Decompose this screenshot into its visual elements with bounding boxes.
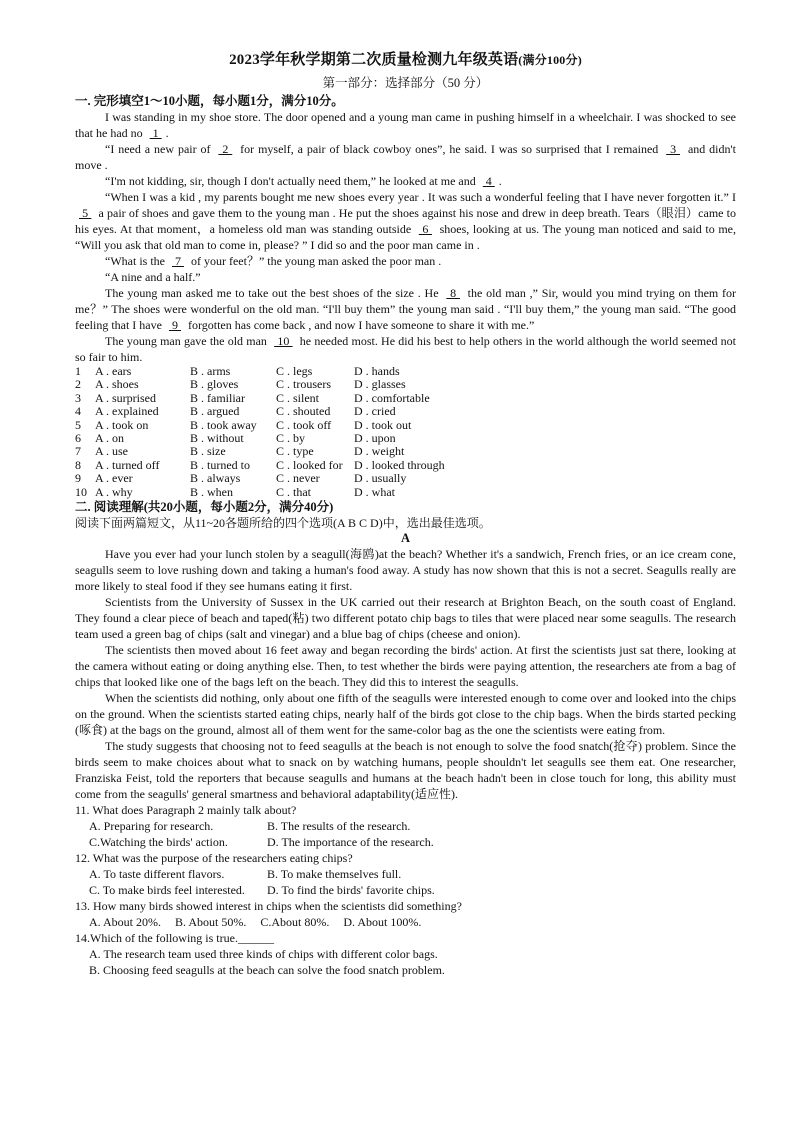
cloze-paragraph [75,253,736,269]
option-row [75,365,736,378]
choice: B. To make themselves full. [267,867,402,882]
blank-7: 7 [171,254,184,268]
cloze-text: for myself, a pair of black cowboy ones”, he said. I was so surprised that I remained [236,142,663,156]
choice: A. To taste different flavors. [89,867,225,882]
cloze-text: he needed most. He did his best to help others in the world although the world seemed not so fair to him. [75,334,736,364]
choice: C. To make birds feel interested. [89,883,245,898]
option-b: B . familiar [190,390,245,405]
option-number: 10 [75,484,87,499]
reading-paragraph: Have you ever had your lunch stolen by a seagull(海鸥)at the beach? Whether it's a sandwich, French fries, or an ice cream cone, seagulls seem to love rushing down and taking a human's food away. A study has now shown that this is not a secret. Seagulls really are more likely to steal food if they see humans eating it first. [75,547,736,594]
choice-row [75,946,736,962]
section2-heading: 二. 阅读理解(共20小题，每小题2分，满分40分) [75,500,334,515]
option-b: B . size [190,444,226,459]
option-c: C . silent [276,390,320,405]
choice-row [75,834,736,850]
option-row [75,459,736,472]
option-d: D . glasses [354,377,406,392]
option-d: D . what [354,484,395,499]
blank-8: 8 [446,286,460,300]
cloze-paragraph [75,173,736,189]
option-row [75,392,736,405]
option-a: A . turned off [95,457,160,472]
option-b: B . turned to [190,457,250,472]
option-d: D . comfortable [354,390,430,405]
question-stem: 12. What was the purpose of the researchers eating chips? [75,851,353,866]
option-c: C . by [276,431,306,446]
cloze-paragraph [75,141,736,173]
cloze-paragraph [75,269,736,285]
cloze-text: The young man gave the old man [105,334,271,348]
choice: D. To find the birds' favorite chips. [267,883,435,898]
choice: B. About 50%. [175,915,247,930]
reading-paragraph: The scientists then moved about 16 feet away and began recording the birds' action. At first the scientists just sat there, looking at the camera without eating or doing anything else. Then, to test whether the birds were paying attention, the researchers ate from a bag of chips that looked like one of the bags left on the beach. They did this to interest the seagulls. [75,643,736,690]
option-b: B . when [190,484,233,499]
option-number: 8 [75,457,81,472]
option-number: 6 [75,431,81,446]
cloze-paragraph [75,189,736,253]
choice: A. The research team used three kinds of chips with different color bags. [89,947,438,962]
cloze-text: “A nine and a half.” [105,270,201,284]
cloze-text: . [165,126,169,140]
cloze-paragraph [75,333,736,365]
option-c: C . type [276,444,314,459]
option-row [75,405,736,418]
blank-9: 9 [168,318,181,332]
cloze-text: “What is the [105,254,168,268]
option-number: 9 [75,471,81,486]
page-title [75,48,736,69]
question-stem: 11. What does Paragraph 2 mainly talk about? [75,803,297,818]
option-row [75,419,736,432]
option-b: B . took away [190,417,257,432]
option-c: C . that [276,484,311,499]
choice-row [75,866,736,882]
cloze-text: of your feet？” the young man asked the poor man . [187,254,442,268]
option-d: D . usually [354,471,407,486]
option-d: D . looked through [354,457,445,472]
choice: B. The results of the research. [267,819,411,834]
option-row [75,445,736,458]
option-row [75,432,736,445]
question [75,802,736,850]
option-d: D . hands [354,364,400,378]
reading-paragraph: Scientists from the University of Sussex in the UK carried out their research at Brighton Beach, on the south coast of England. They found a clear piece of beach and taped(粘) two different potato chip bags to tiles that were placed near some seagulls. The research team used a green bag of chips (salt and vinegar) and a blue bag of chips (cheese and onion). [75,595,736,642]
cloze-text: The young man asked me to take out the best shoes of the size . He [105,286,443,300]
reading-passage [75,546,736,802]
title-text: 2023学年秋学期第二次质量检测九年级英语 [229,52,519,68]
blank-5: 5 [79,206,92,220]
reading-paragraph: The study suggests that choosing not to feed seagulls at the beach is not enough to solve the food snatch(抢夺) problem. Since the birds seem to make choices about what to snack on by watching humans, people shouldn't let seagulls see them eat. One researcher, Franziska Feist, told the reporters that because seagulls and humans at the beach hadn't been in close touch for long, this ability must come from the seagulls' general smartness and behavioral adaptability(适应性). [75,739,736,802]
choice-row [75,914,736,930]
exam-page [75,48,736,978]
option-c: C . shouted [276,404,331,419]
option-number: 5 [75,417,81,432]
cloze-text: . [498,174,502,188]
option-d: D . cried [354,404,396,419]
option-number: 3 [75,390,81,405]
option-b: B . always [190,471,241,486]
cloze-paragraph [75,285,736,333]
blank-1: 1 [149,126,162,140]
question [75,898,736,930]
option-number: 4 [75,404,81,419]
choice: C.Watching the birds' action. [89,835,228,850]
option-a: A . use [95,444,128,459]
option-a: A . ears [95,364,132,378]
choice: D. The importance of the research. [267,835,434,850]
option-b: B . without [190,431,244,446]
cloze-text: shoes, looking at us. The young man noticed and said to me, “Will you ask that old man to come in, please? ” I did so and the poor man came in . [75,222,737,252]
part-heading: 第一部分：选择部分（50 分） [322,76,489,90]
cloze-text: forgotten has come back , and now I have someone to share it with me.” [184,318,535,332]
option-row [75,472,736,485]
option-c: C . looked for [276,457,343,472]
choice-row [75,818,736,834]
blank-4: 4 [482,174,495,188]
option-a: A . shoes [95,377,139,392]
choice: A. Preparing for research. [89,819,214,834]
question [75,930,736,978]
cloze-text: and didn't move . [75,142,737,172]
option-a: A . on [95,431,125,446]
choice-row [75,962,736,978]
choice: C.About 80%. [260,915,330,930]
question-stem: 14.Which of the following is true.______ [75,931,274,946]
title-note: (满分100分) [518,53,582,67]
option-number: 7 [75,444,81,459]
blank-10: 10 [274,334,293,348]
option-number: 1 [75,364,81,378]
option-d: D . upon [354,431,396,446]
option-number: 2 [75,377,81,392]
blank-3: 3 [666,142,681,156]
option-a: A . surprised [95,390,156,405]
choice: A. About 20%. [89,915,161,930]
cloze-passage [75,109,736,365]
cloze-text: the old man ,” Sir, would you mind trying on them for me？” The shoes were wonderful on the old man. “I'll buy them” the young man said . “I'll buy them,” the young man said. “The good feeling that I have [75,286,737,332]
option-a: A . why [95,484,133,499]
question-stem: 13. How many birds showed interest in chips when the scientists did something? [75,899,462,914]
option-a: A . took on [95,417,149,432]
option-d: D . took out [354,417,412,432]
passage-label: A [400,531,411,546]
option-b: B . argued [190,404,240,419]
question-list [75,802,736,978]
choice: B. Choosing feed seagulls at the beach can solve the food snatch problem. [89,963,445,978]
cloze-text: “When I was a kid , my parents bought me new shoes every year . It was such a wonderful feeling that I have never forgotten it.” I [105,190,736,204]
option-row [75,378,736,391]
option-a: A . ever [95,471,133,486]
choice-row [75,882,736,898]
cloze-text: a pair of shoes and gave them to the young man . He put the shoes against his nose and drew in deep breath. Tears（眼泪）came to his eyes. At that moment，a homeless old man was standing outside [75,206,736,236]
section1-heading: 一. 完形填空1～10小题，每小题1分，满分10分。 [75,94,344,108]
reading-paragraph: When the scientists did nothing, only about one fifth of the seagulls were interested enough to come over and looked into the chips on the ground. When the scientists started eating chips, nearly half of the birds got close to the chip bags. When the birds started pecking (啄食) at the bags on the ground, almost all of them went for the same-color bag as the one the scientists were eating from. [75,691,736,738]
question [75,850,736,898]
option-row [75,486,736,499]
option-c: C . took off [276,417,332,432]
blank-2: 2 [218,142,233,156]
cloze-text: “I need a new pair of [105,142,215,156]
cloze-text: I was standing in my shoe store. The door opened and a young man came in pushing himself in a wheelchair. I was shocked to see that he had no [75,110,736,140]
section2-instruction: 阅读下面两篇短文，从11~20各题所给的四个选项(A B C D)中，选出最佳选项。 [75,516,491,531]
option-b: B . arms [190,364,231,378]
cloze-text: “I'm not kidding, sir, though I don't actually need them,” he looked at me and [105,174,479,188]
option-d: D . weight [354,444,405,459]
option-b: B . gloves [190,377,239,392]
cloze-options [75,365,736,499]
option-a: A . explained [95,404,159,419]
option-c: C . never [276,471,320,486]
option-c: C . legs [276,364,313,378]
cloze-paragraph [75,109,736,141]
blank-6: 6 [418,222,433,236]
choice: D. About 100%. [343,915,422,930]
option-c: C . trousers [276,377,331,392]
